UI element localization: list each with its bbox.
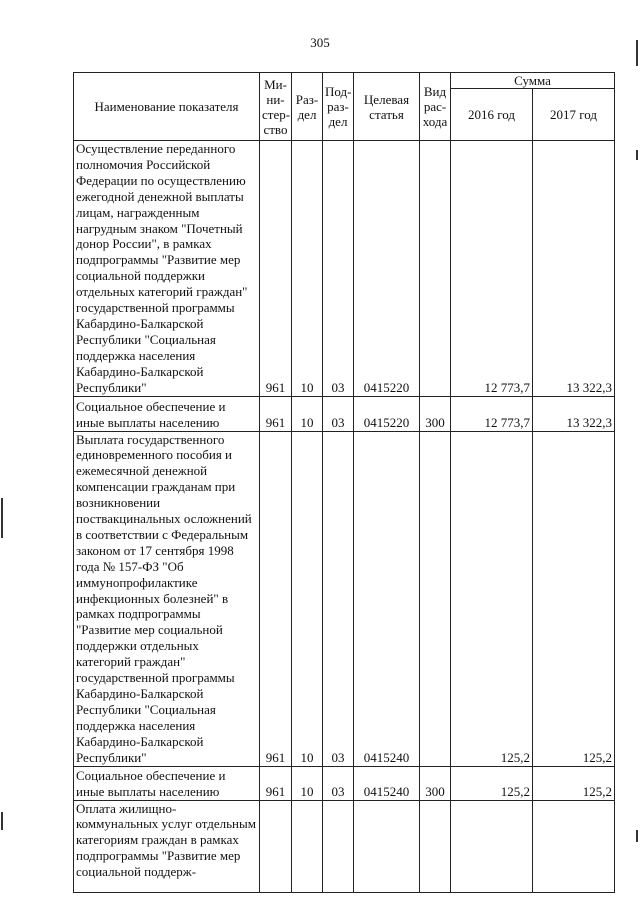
table-row xyxy=(74,396,615,431)
row-subsection xyxy=(323,800,354,892)
row-target: 0415240 xyxy=(354,431,420,766)
header-subsection: Под- раз- дел xyxy=(323,73,354,141)
header-section: Раз- дел xyxy=(292,73,323,141)
row-expense-type: 300 xyxy=(420,396,451,431)
row-name: Выплата государственного единовременного пособия и ежемесячной денежной компенсации гражданам при возникновении поствакцинальных осложнений в соответствии с Федеральным законом от 17 сентября 1998 года № 157-ФЗ "Об иммунопрофилактике инфекционных болезней" в рамках подпрограммы "Развитие мер социальной поддержки отдельных категорий граждан" государственной программы Кабардино-Балкарской Республики "Социальная поддержка населения Кабардино-Балкарской Республики" xyxy=(74,431,260,766)
row-name: Социальное обеспечение и иные выплаты населению xyxy=(74,766,260,800)
row-target: 0415220 xyxy=(354,396,420,431)
row-subsection: 03 xyxy=(323,766,354,800)
row-ministry: 961 xyxy=(260,766,292,800)
row-sum-2017 xyxy=(533,800,615,892)
row-section: 10 xyxy=(292,431,323,766)
page-number: 305 xyxy=(310,35,330,50)
row-ministry: 961 xyxy=(260,141,292,397)
header-year-2017: 2017 год xyxy=(533,89,615,141)
table-row xyxy=(74,141,615,397)
header-target: Целевая статья xyxy=(354,73,420,141)
header-name: Наименование показателя xyxy=(74,73,260,141)
row-sum-2017: 13 322,3 xyxy=(533,141,615,397)
row-section: 10 xyxy=(292,396,323,431)
header-sum: Сумма xyxy=(451,73,615,89)
row-section xyxy=(292,800,323,892)
row-ministry: 961 xyxy=(260,396,292,431)
scan-edge-mark xyxy=(636,830,638,842)
row-expense-type xyxy=(420,431,451,766)
row-ministry xyxy=(260,800,292,892)
row-section: 10 xyxy=(292,766,323,800)
row-sum-2016: 12 773,7 xyxy=(451,141,533,397)
header-expense-type: Вид рас- хода xyxy=(420,73,451,141)
header-year-2016: 2016 год xyxy=(451,89,533,141)
row-sum-2016 xyxy=(451,800,533,892)
row-expense-type xyxy=(420,800,451,892)
row-name: Оплата жилищно-коммунальных услуг отдельным категориям граждан в рамках подпрограммы "Развитие мер социальной поддерж- xyxy=(74,800,260,892)
row-subsection: 03 xyxy=(323,141,354,397)
budget-table xyxy=(73,72,615,893)
row-sum-2016: 125,2 xyxy=(451,431,533,766)
scan-edge-mark xyxy=(1,498,3,538)
row-sum-2017: 125,2 xyxy=(533,766,615,800)
scan-edge-mark xyxy=(636,150,638,160)
row-sum-2017: 125,2 xyxy=(533,431,615,766)
row-target: 0415240 xyxy=(354,766,420,800)
header-ministry: Ми- ни- стер- ство xyxy=(260,73,292,141)
scan-edge-mark xyxy=(636,40,638,66)
row-name: Осуществление переданного полномочия Российской Федерации по осуществлению ежегодной денежной выплаты лицам, награжденным нагрудным знаком "Почетный донор России", в рамках подпрограммы "Развитие мер социальной поддержки отдельных категорий граждан" государственной программы Кабардино-Балкарской Республики "Социальная поддержка населения Кабардино-Балкарской Республики" xyxy=(74,141,260,397)
row-ministry: 961 xyxy=(260,431,292,766)
row-expense-type xyxy=(420,141,451,397)
row-expense-type: 300 xyxy=(420,766,451,800)
row-subsection: 03 xyxy=(323,431,354,766)
row-name: Социальное обеспечение и иные выплаты населению xyxy=(74,396,260,431)
row-section: 10 xyxy=(292,141,323,397)
row-sum-2016: 125,2 xyxy=(451,766,533,800)
row-target: 0415220 xyxy=(354,141,420,397)
table-row xyxy=(74,800,615,892)
row-subsection: 03 xyxy=(323,396,354,431)
table-row xyxy=(74,431,615,766)
row-sum-2016: 12 773,7 xyxy=(451,396,533,431)
scan-edge-mark xyxy=(1,812,3,830)
table-row xyxy=(74,766,615,800)
row-sum-2017: 13 322,3 xyxy=(533,396,615,431)
row-target xyxy=(354,800,420,892)
